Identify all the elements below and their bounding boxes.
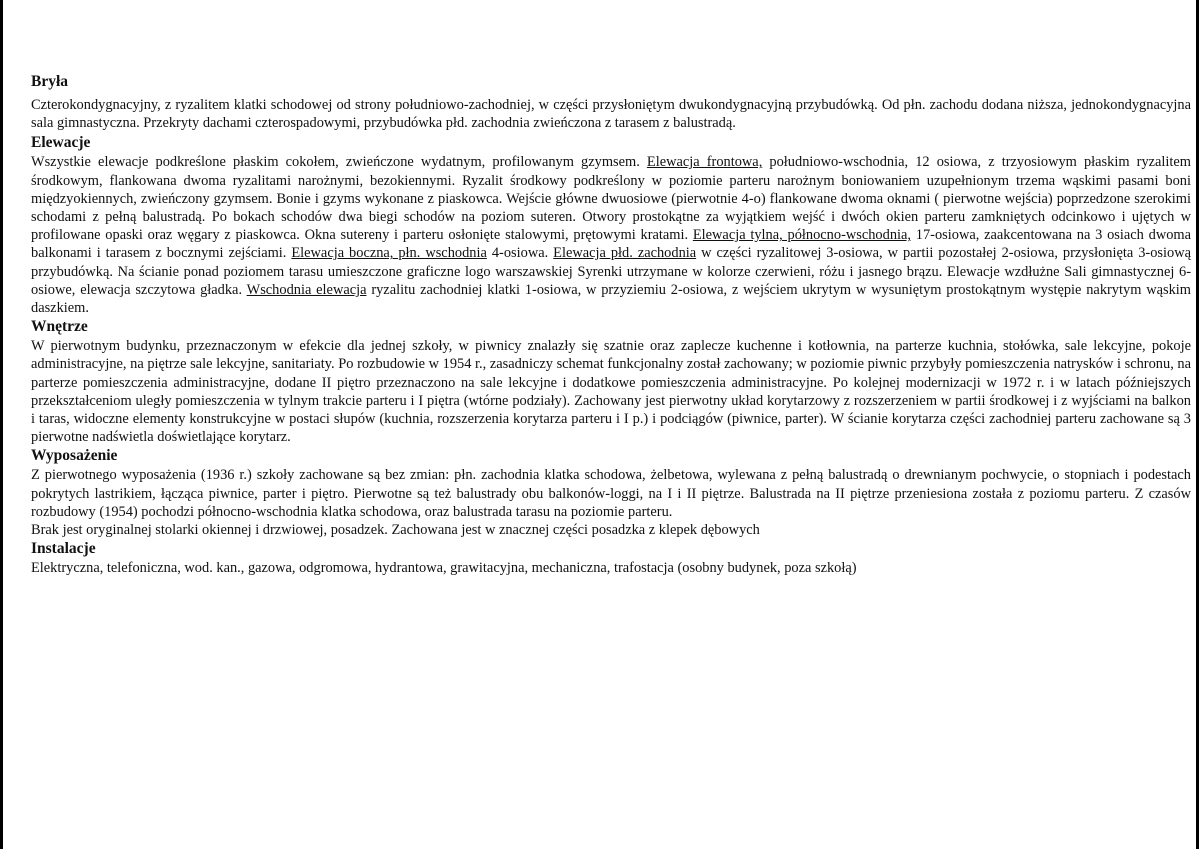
underlined-elewacja-pld-zachodnia: Elewacja płd. zachodnia <box>553 245 697 262</box>
heading-instalacje: Instalacje <box>31 540 96 558</box>
paragraph-wnetrze: W pierwotnym budynku, przeznaczonym w efekcie dla jednej szkoły, w piwnicy znalazły się szatnie oraz zaplecze kuchenne i kotłownia, na parterze kuchnia, stołówka, sale lekcyjne, pokoje administracyjne, na piętrze sale lekcyjne, sanitariaty. Po rozbudowie w 1954 r., zasadniczy schemat funkcjonalny został zachowany; w poziomie piwnic przybyły pomieszczenia natrysków i schronu, na parterze pomieszczenia administracyjne, dodane II piętro przeznaczono na sale lekcyjne i dodatkowe pomieszczenia administracyjne. Po kolejnej modernizacji w 1972 r. i w latach późniejszych przekształceniom uległy pomieszczenia w tylnym trakcie parteru i I piętra (wtórne podziały). Zachowany jest pierwotny układ korytarzowy z rozszerzeniem w partii środkowej i z wyjściami na balkon i taras, widoczne elementy konstrukcyjne w postaci słupów (kuchnia, rozszerzenia korytarza parteru i I p.) i podciągów (piwnice, parter). W ścianie korytarza części zachodniej parteru zachowane są 3 pierwotne nadświetla doświetlające korytarz. <box>31 338 1191 446</box>
paragraph-wyposazenie-1: Z pierwotnego wyposażenia (1936 r.) szkoły zachowane są bez zmian: płn. zachodnia klatka schodowa, żelbetowa, wylewana z pełną balustradą o drewnianym pochwycie, o stopniach i podestach pokrytych lastrikiem, łącząca piwnice, parter i piętro. Pierwotne są też balustrady obu balkonów-loggi, na I i II piętrze. Balustrada na II piętrze przeniesiona została z poziomu parteru. Z czasów rozbudowy (1954) pochodzi północno-wschodnia klatka schodowa, oraz balustrada tarasu na poziomie parteru. <box>31 467 1191 520</box>
section-wnetrze <box>31 317 1191 446</box>
elewacje-text-1: Wszystkie elewacje podkreślone płaskim cokołem, zwieńczone wydatnym, profilowanym gzymsem. <box>31 154 647 171</box>
section-wyposazenie <box>31 446 1191 539</box>
scan-edge-left <box>0 0 3 849</box>
underlined-elewacja-boczna: Elewacja boczna, płn. wschodnia <box>291 245 487 262</box>
paragraph-bryla: Czterokondygnacyjny, z ryzalitem klatki schodowej od strony południowo-zachodniej, w części przysłoniętym dwukondygnacyjną przybudówką. Od płn. zachodu dodana niższa, jednokondygnacyjna sala gimnastyczna. Przekryty dachami czterospadowymi, przybudówka płd. zachodnia zwieńczona z tarasem z balustradą. <box>31 97 1191 132</box>
heading-bryla: Bryła <box>31 73 69 90</box>
paragraph-elewacje <box>31 153 1191 317</box>
section-instalacje <box>31 539 1191 577</box>
section-bryla <box>31 72 1191 132</box>
paragraph-instalacje: Elektryczna, telefoniczna, wod. kan., gazowa, odgromowa, hydrantowa, grawitacyjna, mechaniczna, trafostacja (osobny budynek, poza szkołą) <box>31 560 857 577</box>
elewacje-text-6: ryzalitu zachodniej klatki 1-osiowa, w przyziemiu 2-osiowa, z wejściem ukrytym w wysuniętym prostokątnym występie nakrytym wąskim daszkiem. <box>31 281 1191 317</box>
heading-elewacje: Elewacje <box>31 134 91 152</box>
elewacje-text-5: w części ryzalitowej 3-osiowa, w partii pozostałej 2-osiowa, przysłonięta 3-osiową przybudówką. Na ścianie ponad poziomem tarasu umieszczone graficzne logo warszawskiej Syrenki utrzymane w kolorze czerwieni, różu i jasnego brązu. Elewacje wzdłużne Sali gimnastycznej 6-osiowe, elewacja szczytowa gładka. <box>31 245 1191 298</box>
elewacje-text-2: południowo-wschodnia, 12 osiowa, z trzyosiowym płaskim ryzalitem środkowym, flankowana dwoma ryzalitami narożnymi, bezokiennymi. Ryzalit środkowy podkreślony w poziomie parteru narożnym boniowaniem uzupełnionym trzema wąskimi pasami boni międzyokiennych, zwieńczony gzymsem. Bonie i gzyms wykonane z piaskowca. Wejście główne dwuosiowe (pierwotnie 4-o) flankowane dwoma oknami ( pierwotne wejścia) poprzedzone szerokimi schodami z pełną balustradą. Po bokach schodów dwa biegi schodów na poziom suteren. Otwory prostokątne za wyjątkiem wejść i dwóch okien parteru zamkniętych odcinkowo i ujętych w profilowane opaski oraz węgary z piaskowca. Okna sutereny i parteru osłonięte stalowymi, prętowymi kratami. <box>31 154 1191 244</box>
elewacje-text-3: 17-osiowa, zaakcentowana na 3 osiach dwoma balkonami i tarasem z bocznymi zejściami. <box>31 227 1191 262</box>
underlined-wschodnia-elewacja: Wschodnia elewacja <box>246 281 367 298</box>
underlined-elewacja-frontowa: Elewacja frontowa, <box>646 154 763 171</box>
underlined-elewacja-tylna: Elewacja tylna, północno-wschodnia, <box>692 227 912 244</box>
heading-wyposazenie: Wyposażenie <box>31 447 118 465</box>
heading-wnetrze: Wnętrze <box>31 318 88 336</box>
elewacje-text-4: 4-osiowa. <box>486 245 554 262</box>
paragraph-wyposazenie-2: Brak jest oryginalnej stolarki okiennej i drzwiowej, posadzek. Zachowana jest w znacznej części posadzka z klepek dębowych <box>31 522 760 539</box>
section-elewacje <box>31 133 1191 317</box>
